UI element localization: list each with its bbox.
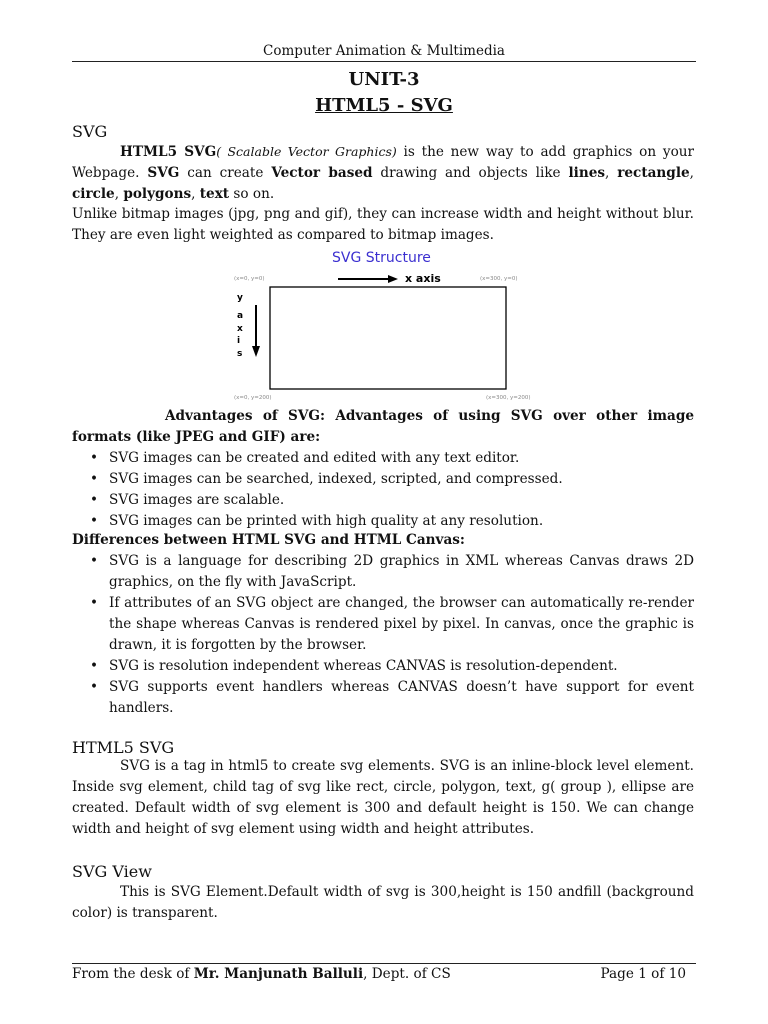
label-top-right: (x=300, y=0)	[480, 276, 518, 282]
intro-text: so on.	[229, 186, 275, 202]
list-item: • SVG supports event handlers whereas CANVAS doesn’t have support for event handlers.	[72, 677, 694, 719]
running-header: Computer Animation & Multimedia	[263, 43, 505, 59]
section-heading-svg-view: SVG View	[72, 862, 152, 881]
intro-circle: circle	[72, 186, 115, 202]
y-axis-arrow-head	[252, 346, 260, 357]
intro-comma: ,	[191, 186, 200, 202]
x-axis-label: x axis	[405, 272, 441, 285]
intro-polygons: polygons	[123, 186, 192, 202]
intro-text-term: text	[199, 186, 230, 202]
intro-comma: ,	[689, 165, 694, 181]
page-title: HTML5 - SVG	[315, 95, 453, 116]
list-item: • SVG images can be searched, indexed, scripted, and compressed.	[72, 469, 694, 490]
label-top-left: (x=0, y=0)	[234, 276, 265, 282]
list-item: • SVG images can be created and edited with any text editor.	[72, 448, 694, 469]
differences-list	[72, 551, 694, 719]
intro-lines: lines	[568, 165, 606, 181]
intro-term: HTML5 SVG	[120, 144, 217, 160]
y-axis-letter: x	[237, 324, 243, 334]
list-item: • SVG is a language for describing 2D graphics in XML whereas Canvas draws 2D graphics, on the fly with JavaScript.	[72, 551, 694, 593]
header-rule	[72, 61, 696, 62]
svg-intro-paragraph	[72, 141, 694, 205]
intro-rectangle: rectangle	[617, 165, 690, 181]
page-number: Page 1 of 10	[600, 966, 686, 982]
intro-comma: ,	[114, 186, 124, 202]
list-item: • SVG images can be printed with high quality at any resolution.	[72, 511, 694, 532]
diagram-title: SVG Structure	[332, 250, 431, 266]
intro-text: drawing and objects like	[372, 165, 569, 181]
intro-vector-based: Vector based	[271, 165, 373, 181]
footer-author: Mr. Manjunath Balluli	[193, 966, 364, 982]
y-axis-letter: i	[237, 336, 241, 346]
intro-text: is the new way to add graphics on your Webpage.	[72, 144, 695, 181]
list-item: • If attributes of an SVG object are changed, the browser can automatically re-render the shape whereas Canvas is rendered pixel by pixel. In canvas, once the graphic is drawn, it is forgotten by the browser.	[72, 593, 694, 656]
svg-bitmap-paragraph: Unlike bitmap images (jpg, png and gif), they can increase width and height without blur. They are even light weighted as compared to bitmap images.	[72, 206, 694, 243]
advantages-intro: Advantages of SVG: Advantages of using SVG over other image formats (like JPEG and GIF) are:	[72, 408, 694, 445]
x-axis-arrow-head	[388, 275, 398, 283]
y-axis-letter: y	[237, 293, 243, 303]
intro-comma: ,	[605, 165, 618, 181]
label-bottom-left: (x=0, y=200)	[234, 395, 272, 401]
section-heading-svg: SVG	[72, 122, 108, 141]
y-axis-letter: s	[237, 349, 243, 359]
differences-heading: Differences between HTML SVG and HTML Canvas:	[72, 532, 465, 548]
intro-svg: SVG	[147, 165, 180, 181]
html5-svg-paragraph: SVG is a tag in html5 to create svg elements. SVG is an inline-block level element. Inside svg element, child tag of svg like rect, circle, polygon, text, g( group ), ellipse are created. Default width of svg element is 300 and default height is 150. We can change width and height of svg element using width and height attributes.	[72, 758, 694, 837]
unit-heading: UNIT-3	[348, 69, 420, 90]
footer-dept: , Dept. of CS	[363, 966, 451, 982]
footer-credit	[72, 964, 451, 984]
label-bottom-right: (x=300, y=200)	[486, 395, 531, 401]
advantages-list	[72, 448, 694, 532]
list-item: • SVG is resolution independent whereas CANVAS is resolution-dependent.	[72, 656, 694, 677]
canvas-rectangle	[270, 287, 506, 389]
section-heading-html5-svg: HTML5 SVG	[72, 738, 175, 757]
list-item: • SVG images are scalable.	[72, 490, 694, 511]
intro-text: can create	[179, 165, 272, 181]
svg-structure-diagram	[228, 247, 548, 405]
y-axis-letter: a	[237, 311, 244, 321]
footer-prefix: From the desk of	[72, 966, 194, 982]
intro-expansion: ( Scalable Vector Graphics)	[216, 144, 397, 159]
svg-view-paragraph: This is SVG Element.Default width of svg is 300,height is 150 andfill (background color) is transparent.	[72, 884, 694, 921]
